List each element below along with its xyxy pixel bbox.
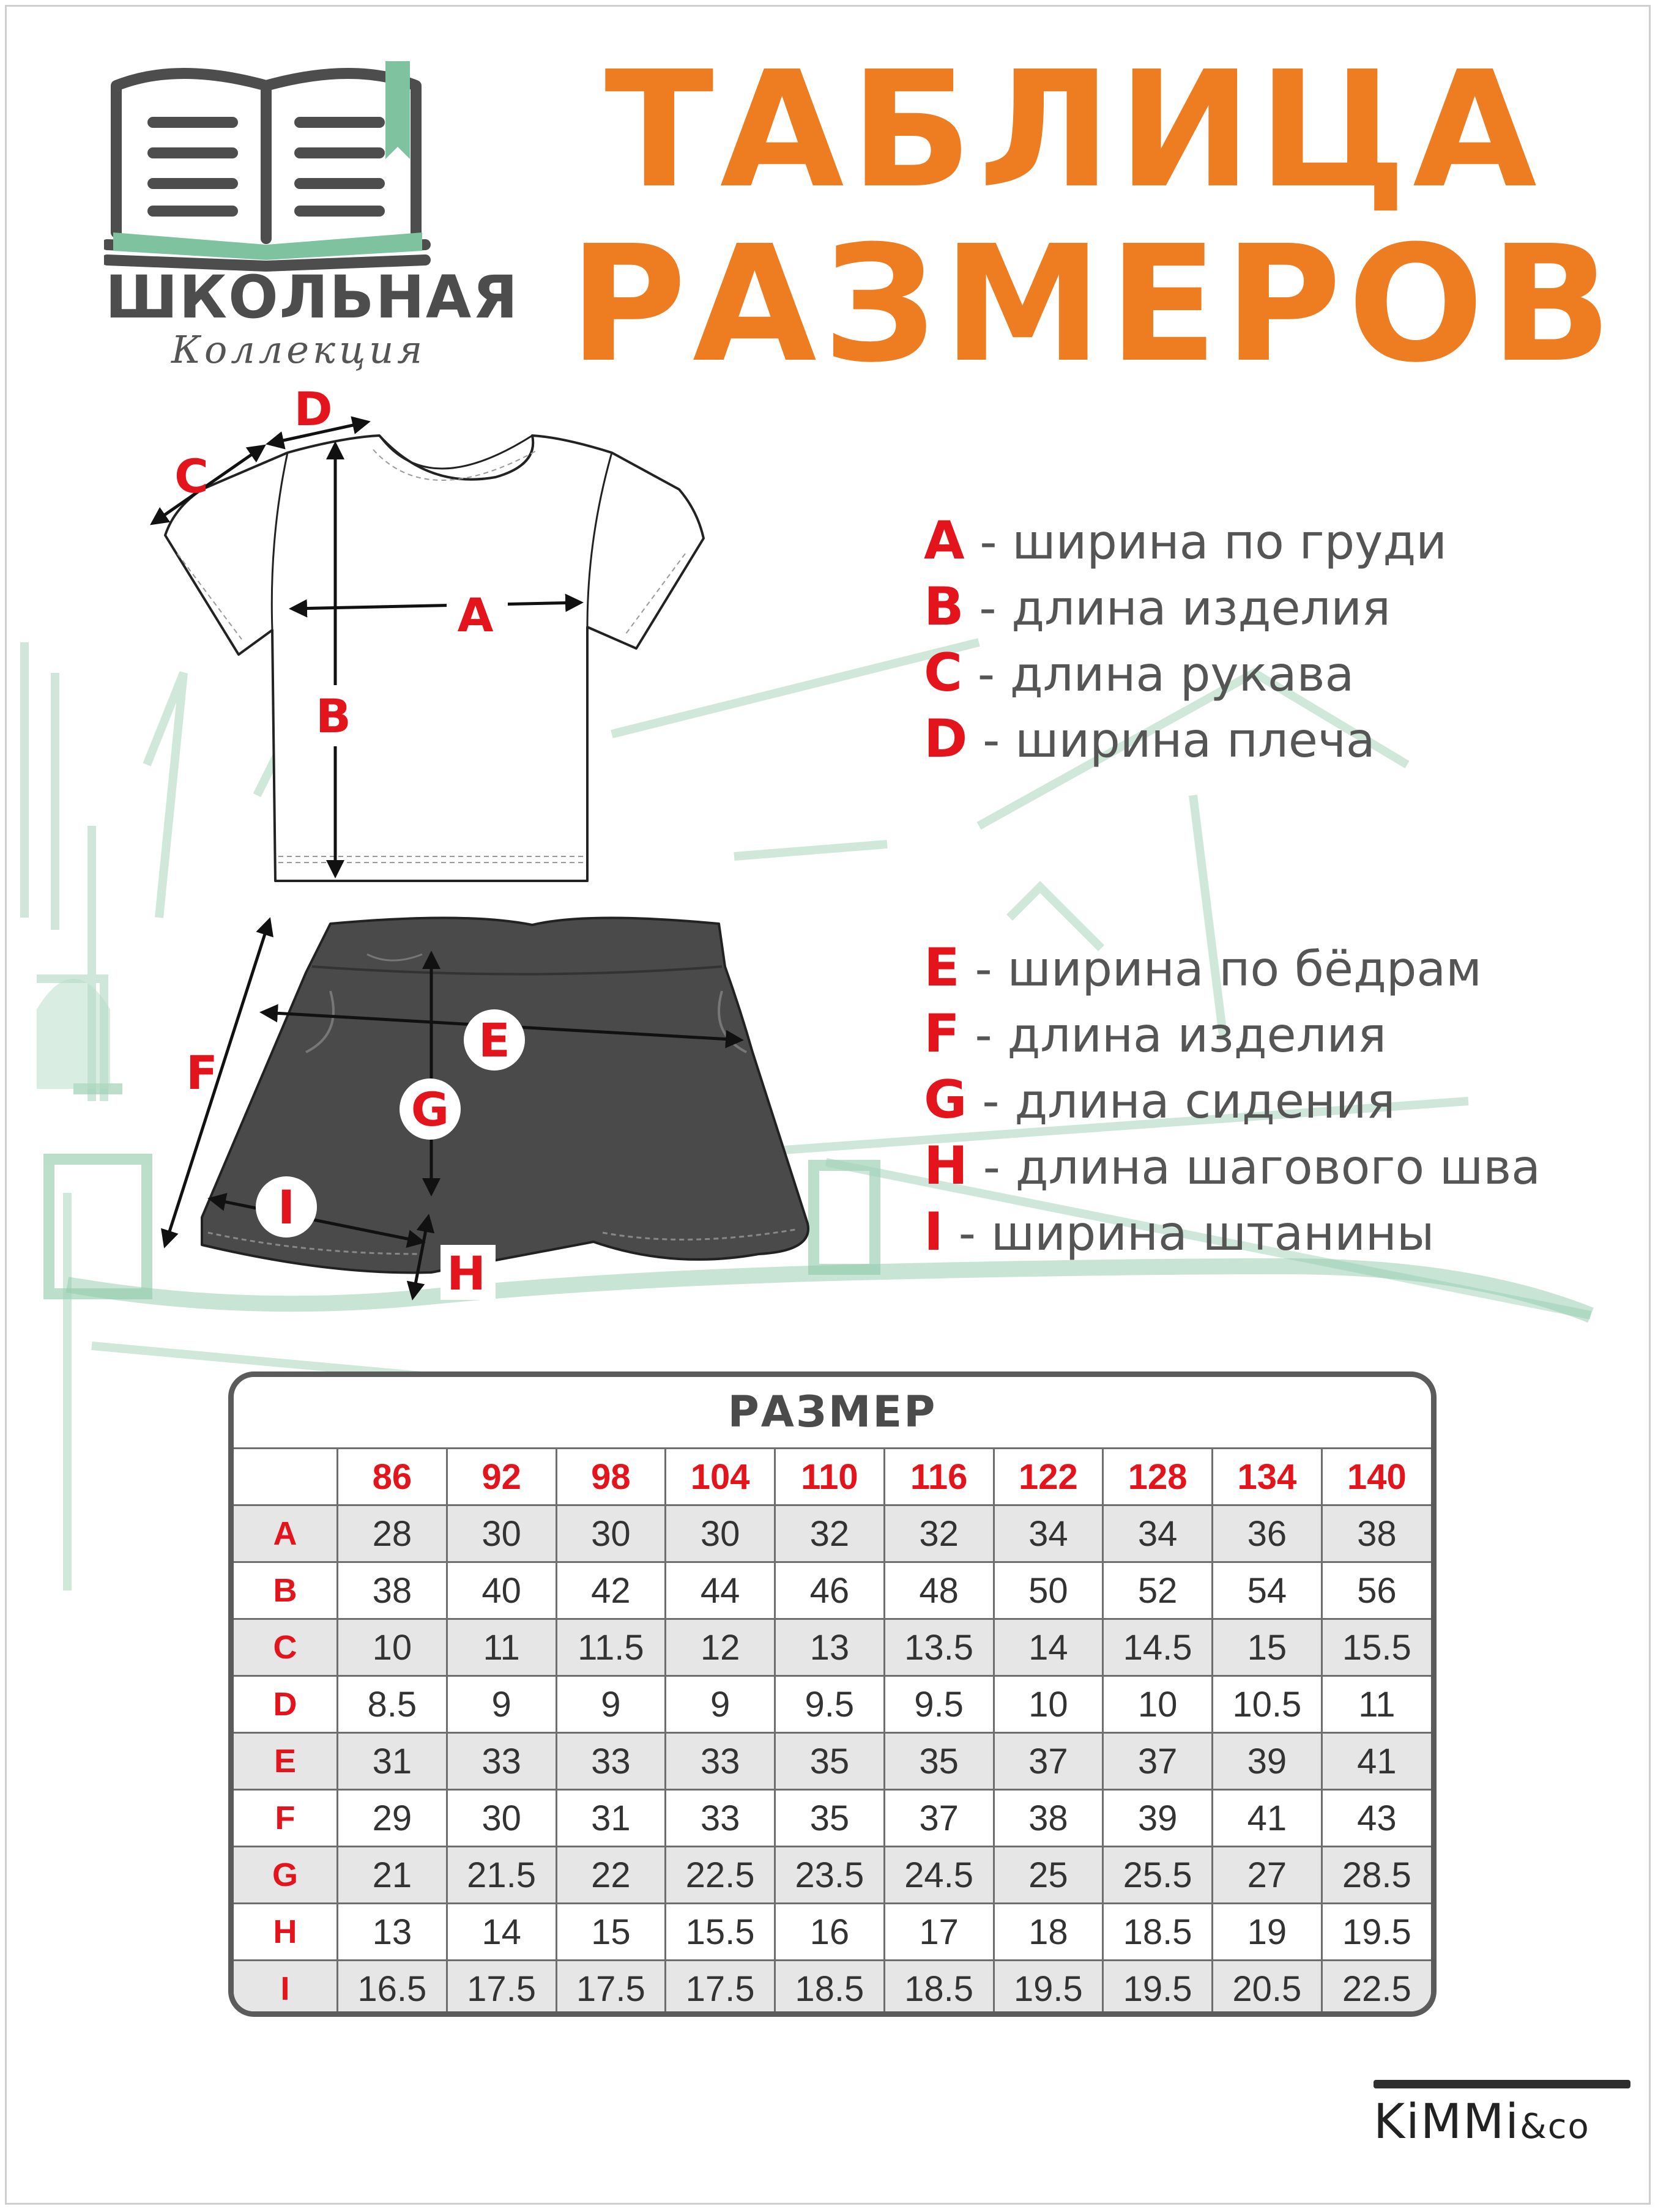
table-cell: 34 [1103, 1505, 1213, 1562]
table-cell: 41 [1322, 1733, 1431, 1790]
table-cell: 8.5 [338, 1676, 447, 1733]
table-cell: 19.5 [1103, 1961, 1213, 2017]
table-cell: 48 [884, 1562, 994, 1619]
table-row [234, 1676, 1431, 1733]
brand-logo-subtitle: Коллекция [171, 327, 426, 372]
diagram-label-c: C [174, 449, 209, 503]
table-cell: 28.5 [1322, 1847, 1431, 1904]
table-cell: 19 [1213, 1904, 1322, 1961]
table-cell: 11 [1322, 1676, 1431, 1733]
legend-text: - ширина по бёдрам [959, 942, 1482, 997]
table-cell: 22 [556, 1847, 666, 1904]
legend-item-d [924, 706, 1447, 772]
table-cell: 41 [1213, 1790, 1322, 1847]
table-cell: 14 [994, 1619, 1103, 1676]
table-cell: 15.5 [666, 1904, 775, 1961]
legend-key: I [924, 1201, 943, 1263]
legend-text: - ширина плеча [967, 713, 1375, 768]
table-cell: 37 [994, 1733, 1103, 1790]
legend-key: C [924, 642, 963, 703]
legend-key: B [924, 576, 964, 637]
table-cell: 22.5 [666, 1847, 775, 1904]
diagram-label-b: B [316, 689, 351, 743]
table-cell: 50 [994, 1562, 1103, 1619]
legend-text: - ширина штанины [943, 1206, 1435, 1261]
table-cell: 16 [775, 1904, 885, 1961]
legend-key: F [924, 1003, 960, 1064]
table-cell: 37 [884, 1790, 994, 1847]
table-cell: 30 [447, 1505, 556, 1562]
table-row [234, 1790, 1431, 1847]
table-row [234, 1619, 1431, 1676]
diagram-label-h: H [447, 1246, 486, 1301]
table-cell: 18.5 [775, 1961, 885, 2017]
legend-shorts [924, 935, 1541, 1265]
table-cell: 39 [1213, 1733, 1322, 1790]
brand-name: KiMMi [1374, 2095, 1520, 2150]
legend-text: - длина рукава [962, 647, 1355, 702]
size-table [228, 1371, 1437, 2017]
table-cell: 9 [666, 1676, 775, 1733]
size-header-cell: 128 [1103, 1449, 1213, 1505]
table-cell: 39 [1103, 1790, 1213, 1847]
brand-text [1374, 2095, 1590, 2150]
table-cell: 31 [556, 1790, 666, 1847]
table-cell: 32 [884, 1505, 994, 1562]
table-cell: 33 [447, 1733, 556, 1790]
table-cell: 21.5 [447, 1847, 556, 1904]
size-header-cell: 134 [1213, 1449, 1322, 1505]
table-row [234, 1505, 1431, 1562]
table-cell: 54 [1213, 1562, 1322, 1619]
table-row [234, 1847, 1431, 1904]
table-cell: 23.5 [775, 1847, 885, 1904]
table-cell: 29 [338, 1790, 447, 1847]
table-cell: 40 [447, 1562, 556, 1619]
table-cell: 34 [994, 1505, 1103, 1562]
legend-item-a [924, 508, 1447, 574]
legend-text: - длина сидения [967, 1074, 1396, 1129]
table-cell: 17 [884, 1904, 994, 1961]
table-cell: 43 [1322, 1790, 1431, 1847]
legend-item-g [924, 1067, 1541, 1133]
table-cell: 9 [447, 1676, 556, 1733]
size-header-cell: 140 [1322, 1449, 1431, 1505]
table-cell: 35 [884, 1733, 994, 1790]
title-line-2: РАЗМЕРОВ [569, 211, 1619, 398]
table-cell: 10 [338, 1619, 447, 1676]
table-cell: 15.5 [1322, 1619, 1431, 1676]
brand-logo-name: ШКОЛЬНАЯ [105, 263, 519, 332]
legend-item-c [924, 640, 1447, 706]
row-key-cell: G [234, 1847, 338, 1904]
legend-text: - ширина по груди [964, 515, 1447, 570]
table-cell: 17.5 [447, 1961, 556, 2017]
row-key-cell: E [234, 1733, 338, 1790]
table-cell: 17.5 [556, 1961, 666, 2017]
brand-suffix: &co [1520, 2107, 1590, 2147]
table-cell: 9 [556, 1676, 666, 1733]
table-cell: 33 [666, 1733, 775, 1790]
size-header-cell: 98 [556, 1449, 666, 1505]
brand-bar [1374, 2080, 1630, 2088]
legend-tshirt [924, 508, 1447, 772]
legend-item-e [924, 935, 1541, 1001]
table-cell: 30 [556, 1505, 666, 1562]
legend-text: - длина изделия [959, 1008, 1387, 1063]
table-cell: 37 [1103, 1733, 1213, 1790]
table-cell: 9.5 [884, 1676, 994, 1733]
legend-key: G [924, 1069, 967, 1130]
diagram-label-g: G [411, 1082, 450, 1137]
row-key-cell: C [234, 1619, 338, 1676]
table-cell: 13 [338, 1904, 447, 1961]
table-cell: 25 [994, 1847, 1103, 1904]
legend-text: - длина шагового шва [967, 1140, 1541, 1195]
table-cell: 10.5 [1213, 1676, 1322, 1733]
table-cell: 16.5 [338, 1961, 447, 2017]
table-cell: 31 [338, 1733, 447, 1790]
size-grid [234, 1447, 1431, 2016]
size-header-cell: 110 [775, 1449, 885, 1505]
legend-key: D [924, 708, 968, 770]
table-cell: 44 [666, 1562, 775, 1619]
table-cell: 13.5 [884, 1619, 994, 1676]
legend-key: A [924, 510, 965, 571]
table-cell: 10 [1103, 1676, 1213, 1733]
table-cell: 9.5 [775, 1676, 885, 1733]
table-cell: 42 [556, 1562, 666, 1619]
table-cell: 17.5 [666, 1961, 775, 2017]
table-cell: 27 [1213, 1847, 1322, 1904]
title-line-1: ТАБЛИЦА [604, 37, 1543, 223]
table-cell: 13 [775, 1619, 885, 1676]
table-cell: 38 [1322, 1505, 1431, 1562]
diagram-label-i: I [277, 1180, 296, 1234]
table-cell: 36 [1213, 1505, 1322, 1562]
table-cell: 18.5 [1103, 1904, 1213, 1961]
table-row [234, 1904, 1431, 1961]
size-header-cell: 116 [884, 1449, 994, 1505]
table-cell: 19.5 [994, 1961, 1103, 2017]
table-cell: 12 [666, 1619, 775, 1676]
table-row [234, 1961, 1431, 2017]
size-header-cell: 86 [338, 1449, 447, 1505]
table-cell: 32 [775, 1505, 885, 1562]
row-key-cell: H [234, 1904, 338, 1961]
legend-key: H [924, 1135, 968, 1197]
table-cell: 52 [1103, 1562, 1213, 1619]
size-table-header: РАЗМЕР [727, 1387, 937, 1437]
size-header-cell: 122 [994, 1449, 1103, 1505]
table-row [234, 1733, 1431, 1790]
corner-cell [234, 1449, 338, 1505]
size-header-cell: 104 [666, 1449, 775, 1505]
legend-key: E [924, 937, 960, 998]
table-cell: 35 [775, 1733, 885, 1790]
table-cell: 38 [994, 1790, 1103, 1847]
diagram-label-e: E [478, 1013, 510, 1067]
row-key-cell: D [234, 1676, 338, 1733]
legend-item-b [924, 574, 1447, 640]
row-key-cell: I [234, 1961, 338, 2017]
table-cell: 28 [338, 1505, 447, 1562]
table-cell: 22.5 [1322, 1961, 1431, 2017]
table-cell: 30 [447, 1790, 556, 1847]
row-key-cell: B [234, 1562, 338, 1619]
table-cell: 19.5 [1322, 1904, 1431, 1961]
diagram-label-f: F [186, 1045, 218, 1100]
diagram-label-a: A [457, 588, 494, 642]
table-cell: 10 [994, 1676, 1103, 1733]
table-cell: 35 [775, 1790, 885, 1847]
table-cell: 25.5 [1103, 1847, 1213, 1904]
legend-item-i [924, 1199, 1541, 1265]
table-cell: 30 [666, 1505, 775, 1562]
table-cell: 15 [1213, 1619, 1322, 1676]
table-cell: 24.5 [884, 1847, 994, 1904]
table-cell: 20.5 [1213, 1961, 1322, 2017]
table-cell: 33 [666, 1790, 775, 1847]
table-cell: 14 [447, 1904, 556, 1961]
table-cell: 14.5 [1103, 1619, 1213, 1676]
table-cell: 33 [556, 1733, 666, 1790]
table-row [234, 1562, 1431, 1619]
table-cell: 15 [556, 1904, 666, 1961]
diagram-label-d: D [294, 382, 333, 436]
legend-text: - длина изделия [964, 581, 1391, 636]
row-key-cell: A [234, 1505, 338, 1562]
kimmi-brand-logo [1374, 2080, 1630, 2150]
size-row [234, 1449, 1431, 1505]
table-cell: 11 [447, 1619, 556, 1676]
legend-item-h [924, 1133, 1541, 1199]
table-cell: 46 [775, 1562, 885, 1619]
table-cell: 21 [338, 1847, 447, 1904]
legend-item-f [924, 1001, 1541, 1067]
table-cell: 56 [1322, 1562, 1431, 1619]
table-cell: 18 [994, 1904, 1103, 1961]
table-cell: 18.5 [884, 1961, 994, 2017]
row-key-cell: F [234, 1790, 338, 1847]
size-header-cell: 92 [447, 1449, 556, 1505]
table-cell: 11.5 [556, 1619, 666, 1676]
table-cell: 38 [338, 1562, 447, 1619]
tshirt-drawing [165, 436, 704, 881]
